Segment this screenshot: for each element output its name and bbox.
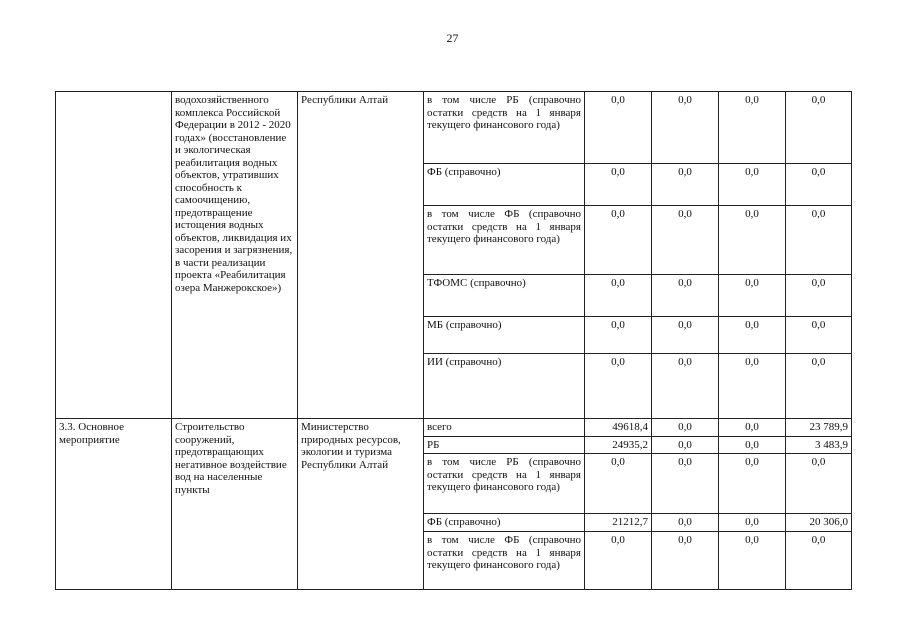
value-cell: 0,0: [719, 454, 786, 514]
value-cell: 0,0: [719, 354, 786, 419]
value-cell: 21212,7: [585, 514, 652, 532]
value-cell: 0,0: [719, 317, 786, 354]
value-cell: 24935,2: [585, 436, 652, 454]
value-cell: 0,0: [719, 514, 786, 532]
source-label: в том числе РБ (справочно остатки средств на 1 января текущего финансового года): [424, 454, 585, 514]
value-cell: 0,0: [652, 354, 719, 419]
value-cell: 0,0: [652, 275, 719, 317]
value-cell: 0,0: [786, 454, 852, 514]
value-cell: 0,0: [585, 354, 652, 419]
value-cell: 0,0: [585, 92, 652, 164]
value-cell: 23 789,9: [786, 419, 852, 437]
value-cell: 0,0: [585, 206, 652, 275]
value-cell: 0,0: [652, 532, 719, 590]
value-cell: 0,0: [786, 206, 852, 275]
value-cell: 0,0: [652, 514, 719, 532]
value-cell: 0,0: [585, 454, 652, 514]
source-label: всего: [424, 419, 585, 437]
source-label: ФБ (справочно): [424, 514, 585, 532]
value-cell: 0,0: [652, 92, 719, 164]
number-cell: [56, 92, 172, 419]
source-label: РБ: [424, 436, 585, 454]
source-label: ФБ (справочно): [424, 164, 585, 206]
number-cell: 3.3. Основное мероприятие: [56, 419, 172, 590]
value-cell: 0,0: [652, 436, 719, 454]
table-row: [56, 92, 852, 164]
source-label: в том числе ФБ (справочно остатки средств на 1 января текущего финансового года): [424, 206, 585, 275]
value-cell: 0,0: [585, 317, 652, 354]
source-label: в том числе РБ (справочно остатки средств на 1 января текущего финансового года): [424, 92, 585, 164]
value-cell: 0,0: [786, 92, 852, 164]
value-cell: 3 483,9: [786, 436, 852, 454]
value-cell: 0,0: [652, 454, 719, 514]
description-cell: Строительство сооружений, предотвращающих негативное воздействие вод на населенные пункты: [172, 419, 298, 590]
executor-cell: Министерство природных ресурсов, экологии и туризма Республики Алтай: [298, 419, 424, 590]
value-cell: 0,0: [652, 419, 719, 437]
value-cell: 0,0: [786, 317, 852, 354]
value-cell: 0,0: [585, 164, 652, 206]
value-cell: 0,0: [719, 275, 786, 317]
description-cell: водохозяйственного комплекса Российской Федерации в 2012 - 2020 годах» (восстановление и экологическая реабилитация водных объектов, утративших способность к самоочищению, предотвращение истощения водных объектов, ликвидация их засорения и загрязнения, в части реализации проекта «Реабилитация озера Манжерокское»): [172, 92, 298, 419]
source-label: МБ (справочно): [424, 317, 585, 354]
value-cell: 0,0: [786, 532, 852, 590]
value-cell: 0,0: [652, 164, 719, 206]
value-cell: 0,0: [786, 275, 852, 317]
page-number: 27: [446, 31, 459, 45]
source-label: ИИ (справочно): [424, 354, 585, 419]
source-label: ТФОМС (справочно): [424, 275, 585, 317]
value-cell: 0,0: [585, 275, 652, 317]
value-cell: 0,0: [585, 532, 652, 590]
value-cell: 0,0: [719, 206, 786, 275]
value-cell: 49618,4: [585, 419, 652, 437]
value-cell: 0,0: [719, 436, 786, 454]
value-cell: 0,0: [786, 354, 852, 419]
value-cell: 20 306,0: [786, 514, 852, 532]
table-row: [56, 419, 852, 437]
value-cell: 0,0: [719, 92, 786, 164]
value-cell: 0,0: [719, 164, 786, 206]
value-cell: 0,0: [719, 419, 786, 437]
value-cell: 0,0: [652, 206, 719, 275]
executor-cell: Республики Алтай: [298, 92, 424, 419]
value-cell: 0,0: [719, 532, 786, 590]
source-label: в том числе ФБ (справочно остатки средств на 1 января текущего финансового года): [424, 532, 585, 590]
value-cell: 0,0: [652, 317, 719, 354]
funding-table: [55, 91, 852, 590]
value-cell: 0,0: [786, 164, 852, 206]
